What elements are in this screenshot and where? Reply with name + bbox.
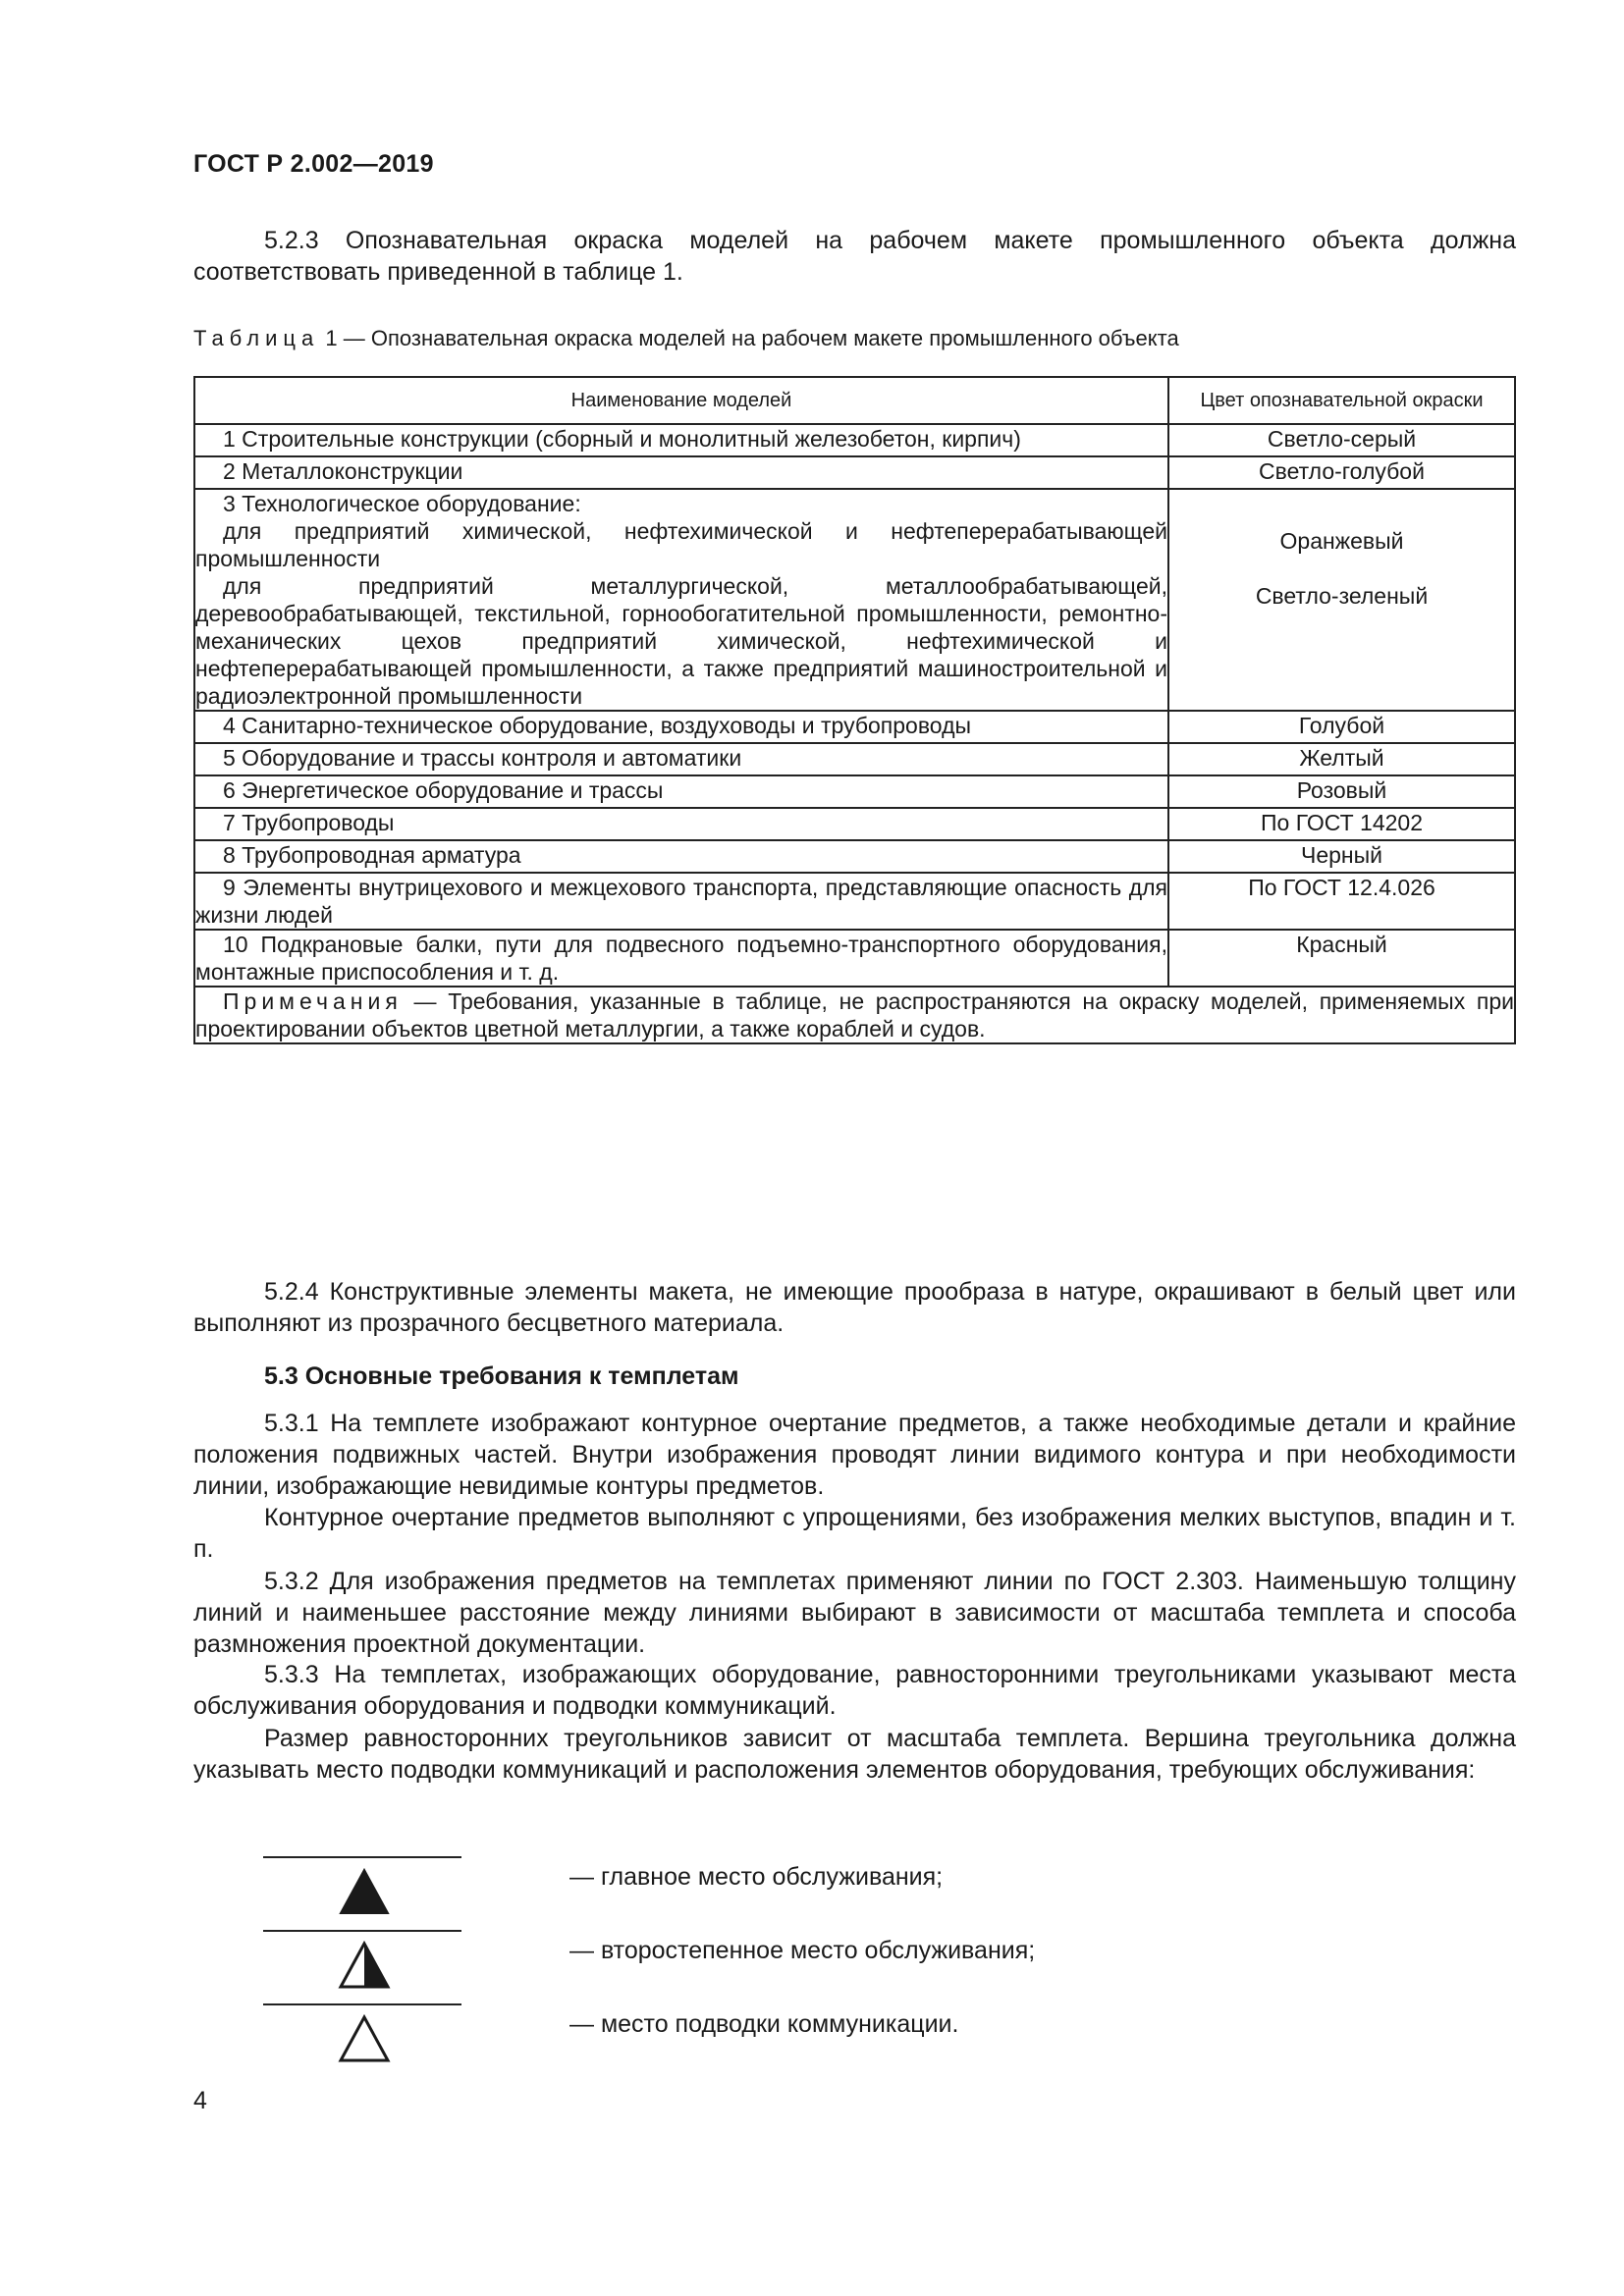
table-caption-label: Таблица (193, 326, 320, 350)
row-color: Красный (1296, 932, 1387, 957)
page-number: 4 (193, 2087, 207, 2114)
row-color: По ГОСТ 12.4.026 (1248, 875, 1435, 900)
row-name: 2 Металлоконструкции (223, 458, 463, 484)
table-row (194, 808, 1515, 840)
secondary-service-symbol (263, 1930, 469, 1999)
symbol-line (263, 1856, 461, 1858)
table-note (195, 988, 1514, 1042)
table-header-models: Наименование моделей (194, 377, 1168, 424)
table-row (194, 840, 1515, 873)
row-color: Светло-серый (1267, 426, 1417, 452)
table-note-text: — Требования, указанные в таблице, не распространяются на окраску моделей, применяемых при проектировании объектов цветной металлургии, а также кораблей и судов. (195, 988, 1514, 1041)
legend-main-service: — главное место обслуживания; (569, 1863, 944, 1891)
legend-secondary-service: — второстепенное место обслуживания; (569, 1937, 1036, 1964)
row-color: Оранжевый (1279, 528, 1404, 554)
paragraph-5-3-1-contour: Контурное очертание предметов выполняют с упрощениями, без изображения мелких выступов, впадин и т. п. (193, 1504, 1516, 1563)
table-note-label: Примечания (223, 988, 403, 1014)
table-row (194, 456, 1515, 489)
row-name: 10 Подкрановые балки, пути для подвесного подъемно-транспортного оборудования, монтажные приспособления и т. д. (195, 932, 1167, 985)
paragraph-5-2-3: 5.2.3 Опознавательная окраска моделей на рабочем макете промышленного объекта должна соответствовать приведенной в таблице 1. (193, 227, 1516, 286)
outline-triangle-icon (337, 2011, 392, 2066)
paragraph-5-3-3-size: Размер равносторонних треугольников зависит от масштаба темплета. Вершина треугольника должна указывать место подводки коммуникаций и расположения элементов оборудования, требующих обслуживания: (193, 1725, 1516, 1784)
row-name: 5 Оборудование и трассы контроля и автоматики (223, 745, 742, 771)
table-caption (193, 326, 1179, 351)
table-caption-text: 1 — Опознавательная окраска моделей на рабочем макете промышленного объекта (319, 326, 1179, 350)
paragraph-5-3-3: 5.3.3 На темплетах, изображающих оборудование, равносторонними треугольниками указывают места обслуживания оборудования и подводки коммуникаций. (193, 1661, 1516, 1720)
symbol-line (263, 2003, 461, 2005)
row-color: Черный (1301, 842, 1382, 868)
supply-point-symbol (263, 2003, 469, 2072)
main-service-symbol (263, 1856, 469, 1925)
section-heading-5-3: 5.3 Основные требования к темплетам (264, 1362, 739, 1390)
table-row (194, 489, 1515, 711)
row-name: 9 Элементы внутрицехового и межцехового транспорта, представляющие опасность для жизни людей (195, 875, 1167, 928)
legend-supply-point: — место подводки коммуникации. (569, 2010, 959, 2038)
color-table (193, 376, 1516, 1044)
symbol-line (263, 1930, 461, 1932)
half-filled-triangle-icon (337, 1938, 392, 1993)
table-row (194, 711, 1515, 743)
row-color: Светло-зеленый (1255, 583, 1429, 609)
paragraph-5-3-2: 5.3.2 Для изображения предметов на темплетах применяют линии по ГОСТ 2.303. Наименьшую толщину линий и наименьшее расстояние между линиями выбирают в зависимости от масштаба темплета и способа размножения проектной документации. (193, 1568, 1516, 1658)
paragraph-5-2-4: 5.2.4 Конструктивные элементы макета, не имеющие прообраза в натуре, окрашивают в белый цвет или выполняют из прозрачного бесцветного материала. (193, 1278, 1516, 1337)
table-header-color: Цвет опознавательной окраски (1168, 377, 1515, 424)
table-header-row (194, 377, 1515, 424)
row-name: 3 Технологическое оборудование: (223, 491, 581, 516)
row-name: 6 Энергетическое оборудование и трассы (223, 777, 664, 803)
row-color: Светло-голубой (1259, 458, 1425, 484)
table-row (194, 930, 1515, 987)
row-color: Желтый (1299, 745, 1384, 771)
row-name: 7 Трубопроводы (223, 810, 395, 835)
row-subitem: для предприятий химической, нефтехимической и нефтеперерабатывающей промышленности (195, 518, 1167, 571)
row-subitem: для предприятий металлургической, металлообрабатывающей, деревообрабатывающей, текстильной, горнообогатительной промышленности, ремонтно-механических цехов предприятий химической, нефтехимической и нефтеперерабатывающей промышленности, а также предприятий машиностроительной и радиоэлектронной промышленности (195, 573, 1167, 709)
row-name: 1 Строительные конструкции (сборный и монолитный железобетон, кирпич) (223, 426, 1021, 452)
row-color: Розовый (1296, 777, 1387, 803)
table-row (194, 775, 1515, 808)
document-header: ГОСТ Р 2.002—2019 (193, 150, 434, 178)
paragraph-5-3-1: 5.3.1 На темплете изображают контурное очертание предметов, а также необходимые детали и крайние положения подвижных частей. Внутри изображения проводят линии видимого контура и при необходимости линии, изображающие невидимые контуры предметов. (193, 1410, 1516, 1500)
row-name: 4 Санитарно-техническое оборудование, воздуховоды и трубопроводы (223, 713, 972, 738)
table-row (194, 873, 1515, 930)
filled-triangle-icon (337, 1864, 392, 1919)
row-name: 8 Трубопроводная арматура (223, 842, 521, 868)
row-color: Голубой (1298, 713, 1385, 738)
table-row (194, 743, 1515, 775)
table-row (194, 424, 1515, 456)
row-color: По ГОСТ 14202 (1260, 810, 1423, 835)
table-note-row (194, 987, 1515, 1043)
